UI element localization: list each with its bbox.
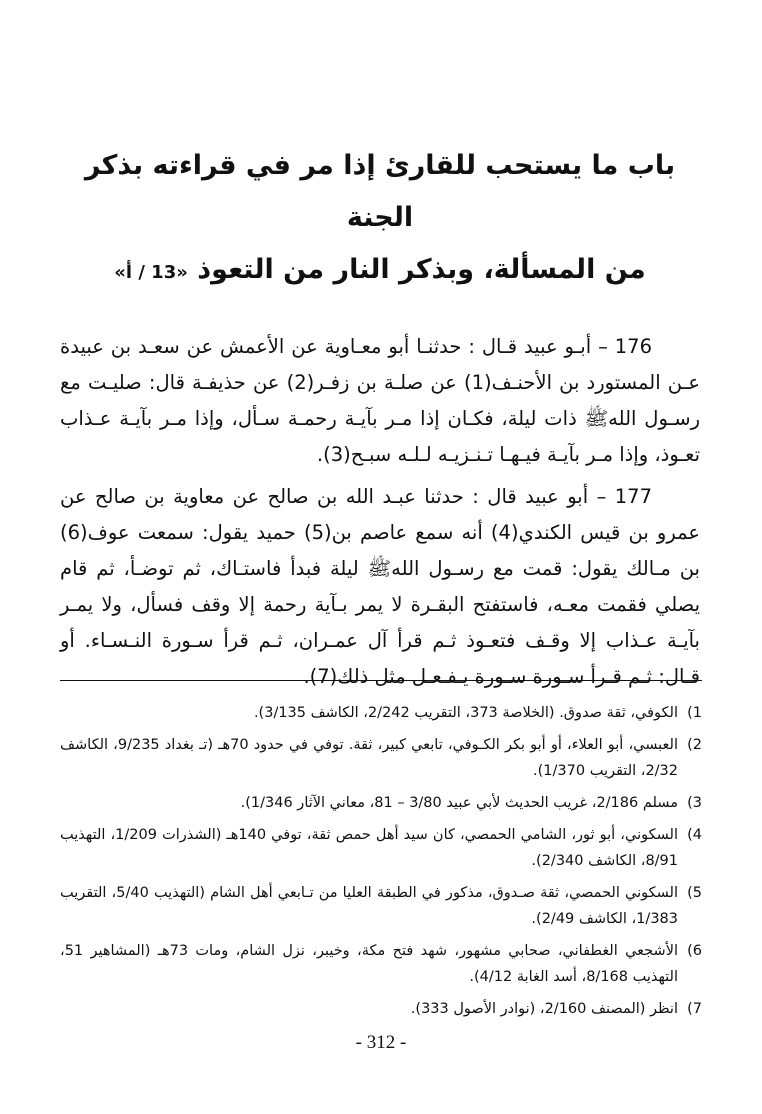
footnote-number: 3) [687, 795, 702, 811]
footnote-number: 1) [687, 705, 702, 721]
footnote-item [60, 822, 702, 874]
footnote-text: السكوني الحمصي، ثقة صـدوق، مذكور في الطبقة العليا من تـابعي أهل الشام (التهذيب 5/40، التقريب 1/383، الكاشف 2/49). [60, 885, 678, 927]
footnote-item [60, 790, 702, 816]
footnote-item [60, 880, 702, 932]
manuscript-folio-reference: «13 / أ» [114, 262, 188, 283]
footnote-number: 7) [687, 1001, 702, 1017]
chapter-title-line-2 [60, 244, 700, 299]
footnote-number: 6) [687, 943, 702, 959]
chapter-title [60, 140, 700, 299]
footnote-text: السكوني، أبو ثور، الشامي الحمصي، كان سيد أهل حمص ثقة، توفي 140هـ (الشذرات 1/209، التهذيب 8/91، الكاشف 2/340). [60, 827, 678, 869]
footnote-text: الكوفي، ثقة صدوق. (الخلاصة 373، التقريب 2/242، الكاشف 3/135). [253, 705, 678, 721]
chapter-title-line-2-text: من المسألة، وبذكر النار من التعوذ [197, 254, 646, 285]
footnote-item [60, 996, 702, 1022]
footnote-item [60, 700, 702, 726]
footnote-item [60, 938, 702, 990]
footnote-number: 5) [687, 885, 702, 901]
footnote-divider [60, 680, 702, 681]
page-body [60, 140, 700, 701]
hadith-177: 177 – أبو عبيد قال : حدثنا عبـد الله بن صالح عن معاوية بن صالح عن عمرو بن قيس الكندي(4) أنه سمع عاصم بن(5) حميد يقول: سمعت عوف(6) بن مـالك يقول: قمت مع رسـول اللهﷺ ليلة فبدأ فاستـاك، ثم توضـأ، ثم قام يصلي فقمت معـه، فاستفتح البقـرة لا يمر بـآية رحمة إلا وقف فسأل، ولا يمـر بآيـة عـذاب إلا وقـف فتعـوذ ثـم قرأ آل عمـران، ثـم قرأ سـورة النـسـاء. أو قـال: ثـم قـرأ سـورة سـورة يـفـعـل مثل ذلك(7). [60, 485, 701, 688]
footnote-text: العبسي، أبو العلاء، أو أبو بكر الكـوفي، تابعي كبير، ثقة. توفي في حدود 70هـ (تـ بغداد 9/235، الكاشف 2/32، التقريب 1/370). [60, 737, 679, 779]
footnote-text: الأشجعي الغطفاني، صحابي مشهور، شهد فتح مكة، وخيبر، نزل الشام، ومات 73هـ (المشاهير 51، التهذيب 8/168، أسد الغابة 4/12). [60, 943, 678, 985]
footnote-number: 4) [687, 827, 702, 843]
footnote-text: انظر (المصنف 2/160، (نوادر الأصول 333). [410, 1001, 678, 1017]
hadith-text [60, 329, 700, 695]
footnote-number: 2) [687, 737, 703, 753]
footnotes [60, 700, 702, 1028]
footnote-item [60, 732, 702, 784]
chapter-title-line-1: باب ما يستحب للقارئ إذا مر في قراءته بذكر الجنة [84, 150, 676, 233]
footnote-text: مسلم 2/186، غريب الحديث لأبي عبيد 3/80 – 81، معاني الآثار 1/346). [240, 795, 678, 811]
hadith-176: 176 – أبـو عبيد قـال : حدثنـا أبو معـاوية عن الأعمش عن سعـد بن عبيدة عـن المستورد بن الأحنـف(1) عن صلـة بن زفـر(2) عن حذيفـة قال: صليـت مع رسـول اللهﷺ ذات ليلة، فكـان إذا مـر بآيـة رحمـة سـأل، وإذا مـر بآيـة عـذاب تعـوذ، وإذا مـر بآيـة فيـهـا تـنـزيـه لـلـه سبـح(3). [60, 335, 700, 466]
page-number: - 312 - [355, 1032, 407, 1053]
